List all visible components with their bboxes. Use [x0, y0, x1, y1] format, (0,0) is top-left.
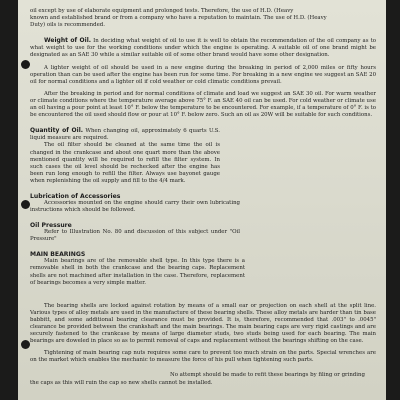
document-page — [18, 0, 386, 400]
bearings-paragraph: The bearing shells are locked against rotation by means of a small ear or projection on each shell at the split line. Various types of alloy metals are used in the manufacture of these bearing shells. These alloy metals are harder than tin base babbitt, and some additional bearing clearance must be provided. It is, therefore, recommended that .003" to .0045" clearance be provided between the crankshaft and the main bearings. The main bearing caps are very rigid castings and are securely fastened to the crankcase by means of large diameter studs, two studs being used for each bearing. The main bearings are doweled in place so as to permit removal of caps and replacement without the bearings shifting on the case. — [30, 302, 376, 345]
binder-hole — [21, 340, 30, 349]
lubrication-paragraph: Accessories mounted on the engine should carry their own lubricating instructions which should be followed. — [30, 199, 240, 214]
quantity-heading: Quantity of Oil. — [30, 127, 84, 135]
text-line: Duty) oils is recommended. — [30, 22, 105, 29]
text-line: oil except by use of elaborate equipment and prolonged tests. Therefore, the use of H.D. (Heavy — [30, 8, 294, 14]
bearings-paragraph: Tightening of main bearing cap nuts requires some care to prevent too much strain on the parts. Special wrenches are on the market which enables the mechanic to measure the force of his pull when tightening such parts. — [30, 350, 376, 364]
weight-paragraph: A lighter weight of oil should be used in a new engine during the breaking in period of 2,000 miles or fifty hours operation than can be used after the engine has been run for some time. For breaking in a new engine we suggest an SAE 20 oil for normal conditions and a lighter oil if cold weather or cold climatic conditions prevail. — [30, 64, 376, 85]
bearings-heading: MAIN BEARINGS — [30, 251, 86, 259]
weight-paragraph: After the breaking in period and for normal conditions of climate and load we suggest an SAE 30 oil. For warm weather or climate conditions where the temperature average above 75° F. an SAE 40 oil can be used. For cold weather or climate use an oil having a pour point at least 10° F. below the temperature to be encountered. For example, if a temperature of 0° F. is to be encountered the oil used should flow or pour at 10° F. below zero. Such an oil as 20W will be suitable for such conditions. — [30, 90, 376, 119]
text-line: known and established brand or from a company who have a reputation to maintain. The use of H.D. (Heavy — [30, 15, 327, 22]
bearings-paragraph: Main bearings are of the removable shell type. In this type there is a removable shell in both the crankcase and the bearing caps. Replacement shells are not machined after installation in the case. Therefore, replacement of bearings becomes a very simple matter. — [30, 258, 245, 286]
bearings-paragraph: the caps as this will ruin the cap so new shells cannot be installed. — [30, 379, 213, 386]
weight-heading: Weight of Oil. — [44, 37, 92, 45]
pressure-paragraph: Refer to Illustration No. 80 and discussion of this subject under "Oil Pressure" — [30, 229, 240, 243]
quantity-paragraph: Quantity of Oil. When changing oil, approximately 6 quarts U.S. liquid measure are required. — [30, 127, 220, 142]
weight-paragraph: Weight of Oil. In deciding what weight of oil to use it is well to obtain the recommendation of the oil company as to what weight to use for the working conditions under which the engine is operating. A suitable oil of one brand might be designated as an SAE 30 while a similar suitable oil of some other brand would have some other designation. — [30, 37, 376, 59]
binder-hole — [21, 60, 30, 69]
bearings-paragraph: No attempt should be made to refit these bearings by filing or grinding — [170, 372, 365, 379]
quantity-paragraph: The oil filter should be cleaned at the same time the oil is changed in the crankcase and about one quart more than the above mentioned quantity will be required to refill the filter system. In such cases the oil level should be rechecked after the engine has been run long enough to refill the filter. Always use bayonet gauge when replenishing the oil supply and fill to the 4/4 mark. — [30, 142, 220, 184]
quantity-section — [30, 127, 220, 185]
lubrication-heading: Lubrication of Accessories — [30, 192, 121, 200]
binder-hole — [21, 200, 30, 209]
pressure-heading: Oil Pressure — [30, 222, 72, 230]
